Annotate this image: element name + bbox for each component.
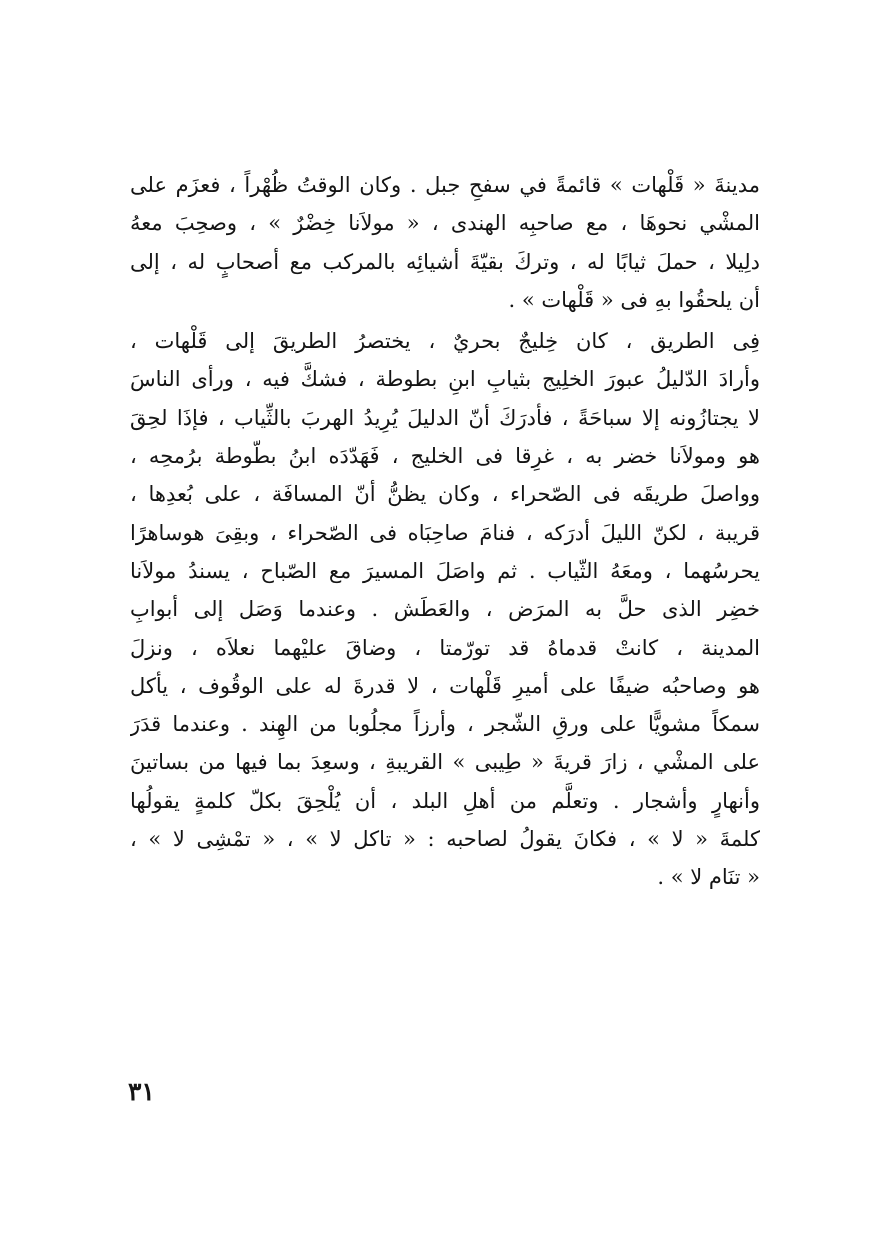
text-line: المشْي نحوهَا ، مع صاحبِه الهندى ، « مولاَنا خِضْرٌ » ، وصحِبَ معهُ: [130, 211, 760, 236]
text-line: خضِر الذى حلَّ به المرَض ، والعَطَش . وعندما وَصَل إلى أبوابِ: [130, 597, 760, 622]
text-line: وواصلَ طريقَه فى الصّحراء ، وكان يظنُّ أنّ المسافَة ، على بُعدِها ،: [130, 482, 760, 507]
text-line: يحرسُهما ، ومعَهُ الثّياب . ثم واصَلَ المسيرَ مع الصّباح ، يسندُ مولاَنا: [130, 558, 760, 583]
text-line: لا يجتازُونه إلا سباحَةً ، فأدرَكَ أنّ الدليلَ يُرِيدُ الهربَ بالثِّياب ، فإذَا لحِقَ: [130, 405, 760, 430]
paragraph-2: [130, 322, 760, 896]
paragraph-1: [130, 166, 760, 319]
text-line: هو وصاحبُه ضيفًا على أميرِ قَلْهات ، لا قدرةَ له على الوقُوف ، يأكل: [130, 673, 760, 698]
text-line: دلِيلا ، حملَ ثيابًا له ، وتركَ بقيّةَ أشيائِه بالمركب مع أصحابٍ له ، إلى: [130, 249, 760, 274]
text-line: على المشْي ، زارَ قريةَ « طِيبى » القريبةِ ، وسعِدَ بما فيها من بساتينَ: [130, 750, 760, 775]
text-line: هو ومولاَنا خضر به ، غرِقا فى الخليج ، فَهَدّدَه ابنُ بطّوطة برُمحِه ،: [130, 444, 760, 469]
text-line: كلمةَ « لا » ، فكانَ يقولُ لصاحبه : « تاكل لا » ، « تمْشِى لا » ،: [130, 827, 760, 852]
text-line: قريبة ، لكنّ الليلَ أدرَكه ، فنامَ صاحِبَاه فى الصّحراء ، وبقِىَ هوساهرًا: [130, 520, 760, 545]
text-line: أن يلحقُوا بهِ فى « قَلْهات » .: [508, 287, 760, 312]
body-text: [130, 166, 760, 897]
text-line: المدينة ، كانتْ قدماهُ قد تورّمتا ، وضاقَ عليْهما نعلاَه ، ونزلَ: [130, 635, 760, 660]
page-number: ٣١: [128, 1077, 155, 1106]
text-line: وأرادَ الدّليلُ عبورَ الخلِيج بثيابِ ابنِ بطوطة ، فشكَّ فيه ، ورأى الناسَ: [130, 367, 760, 392]
text-line: « تنَام لا » .: [657, 865, 760, 890]
text-line: سمكاً مشويًّا على ورقِ الشّجر ، وأرزاً مجلُوبا من الهِند . وعندما قدَرَ: [130, 712, 760, 737]
text-line: مدينةَ « قَلْهات » قائمةً في سفحِ جبل . وكان الوقتُ ظُهْراً ، فعزَم على: [130, 173, 760, 197]
text-line: وأنهارٍ وأشجار . وتعلَّم من أهلِ البلد ، أن يُلْحِقَ بكلّ كلمةٍ يقولُها: [130, 788, 760, 813]
text-line: فِى الطريق ، كان خِليجٌ بحريٌ ، يختصرُ الطريقَ إلى قَلْهات ،: [130, 329, 760, 354]
